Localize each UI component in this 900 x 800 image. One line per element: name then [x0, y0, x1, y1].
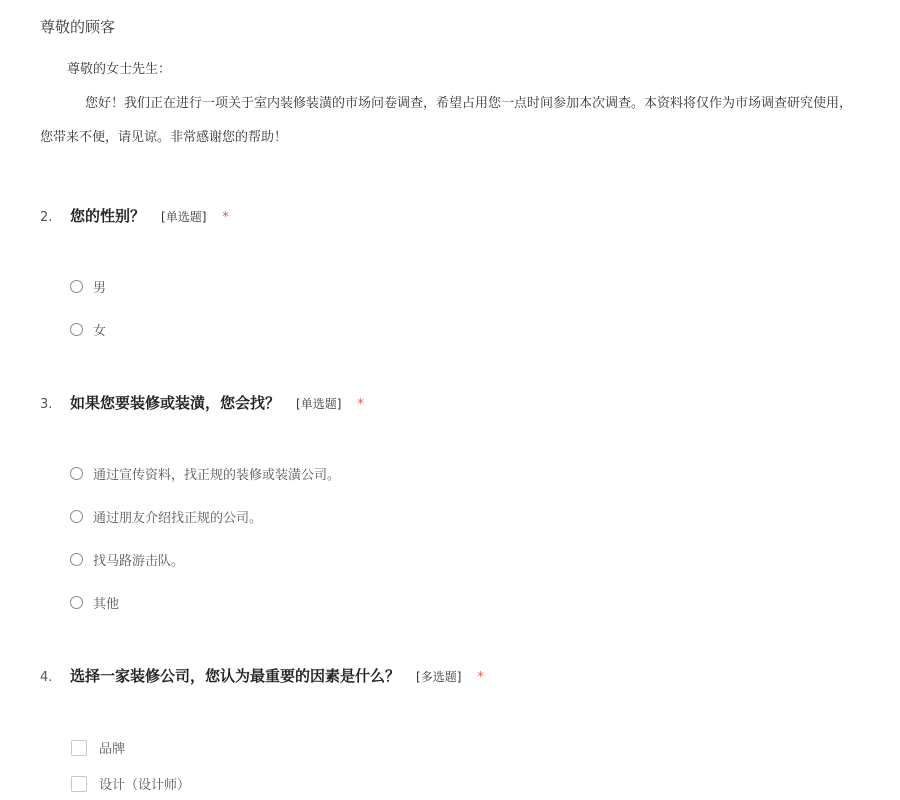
required-mark: *	[357, 397, 364, 412]
radio-button[interactable]	[70, 596, 83, 609]
option-male[interactable]	[70, 277, 106, 296]
option-label: 找马路游击队。	[93, 554, 185, 569]
option-friend-referral[interactable]	[70, 507, 262, 526]
survey-intro-line-1: 您好！我们正在进行一项关于室内装修装潢的市场问卷调查，希望占用您一点时间参加本次调查。本资料将仅作为市场调查研究使用，	[85, 96, 853, 111]
option-label: 通过宣传资料，找正规的装修或装潢公司。	[93, 468, 341, 483]
question-type-badge: [单选题]	[161, 210, 207, 224]
question-number: 2.	[40, 210, 53, 225]
required-mark: *	[477, 670, 484, 685]
option-label: 其他	[93, 597, 120, 612]
option-label: 品牌	[99, 742, 126, 757]
radio-button[interactable]	[70, 280, 83, 293]
question-type-badge: [单选题]	[296, 397, 342, 411]
question-number: 4.	[40, 670, 53, 685]
option-other[interactable]	[70, 593, 119, 612]
option-street-team[interactable]	[70, 550, 184, 569]
survey-intro-line-2: 您带来不便，请见谅。非常感谢您的帮助！	[40, 130, 288, 145]
radio-button[interactable]	[70, 553, 83, 566]
option-brand[interactable]	[70, 738, 125, 757]
question-title: 如果您要装修或装潢，您会找？	[70, 394, 281, 412]
option-design[interactable]	[70, 774, 190, 793]
question-gender	[40, 205, 229, 226]
survey-greeting: 尊敬的女士先生：	[67, 62, 172, 77]
radio-button[interactable]	[70, 467, 83, 480]
option-label: 设计（设计师）	[99, 778, 191, 793]
question-type-badge: [多选题]	[416, 670, 462, 684]
question-title: 选择一家装修公司，您认为最重要的因素是什么？	[70, 667, 401, 685]
option-advertising-company[interactable]	[70, 464, 340, 483]
question-title: 您的性别？	[70, 207, 146, 225]
option-label: 女	[93, 324, 107, 339]
question-company-factors	[40, 665, 484, 686]
radio-button[interactable]	[70, 510, 83, 523]
checkbox[interactable]	[71, 776, 87, 792]
option-label: 男	[93, 281, 107, 296]
question-renovation-source	[40, 392, 364, 413]
option-label: 通过朋友介绍找正规的公司。	[93, 511, 263, 526]
option-female[interactable]	[70, 320, 106, 339]
question-number: 3.	[40, 397, 53, 412]
radio-button[interactable]	[70, 323, 83, 336]
required-mark: *	[222, 210, 229, 225]
checkbox[interactable]	[71, 740, 87, 756]
survey-title: 尊敬的顾客	[40, 18, 116, 36]
